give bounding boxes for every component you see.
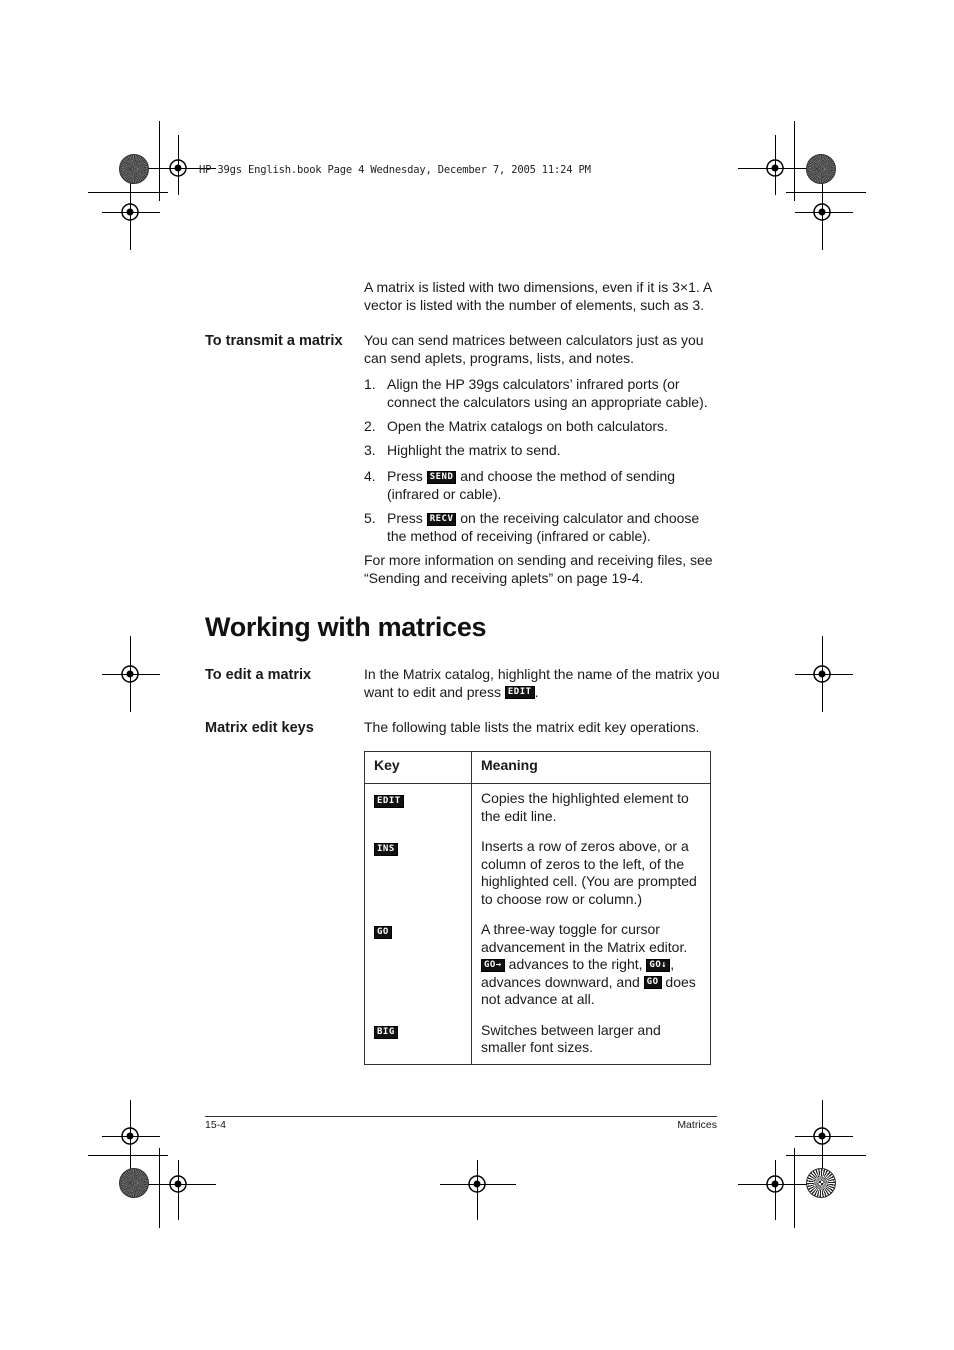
intro-paragraph: A matrix is listed with two dimensions, even if it is 3×1. A vector is listed with the number of elements, such as 3. [364, 279, 712, 313]
step-text: on the receiving calculator and choose the method of receiving (infrared or cable). [387, 510, 700, 544]
print-header-stamp: HP 39gs English.book Page 4 Wednesday, December 7, 2005 11:24 PM [199, 164, 591, 176]
registration-mark-icon [167, 1173, 189, 1195]
table-row [365, 1022, 711, 1065]
step-number: 5. [364, 510, 376, 526]
registration-mark-icon [764, 157, 786, 179]
table-row [365, 784, 711, 839]
step-text: and choose the method of sending (infrared or cable). [387, 468, 676, 502]
meaning-text: A three-way toggle for cursor advancement in the Matrix editor. [481, 921, 688, 955]
page-number: 15-4 [205, 1119, 227, 1131]
edit-keys-table [364, 751, 711, 1065]
chapter-name: Matrices [677, 1119, 717, 1131]
meaning-text: does not advance at all. [481, 973, 696, 1007]
edit-keys-intro: The following table lists the matrix edit key operations. [364, 719, 700, 735]
registration-mark-icon [811, 1125, 833, 1147]
go-key-icon: GO [644, 976, 662, 989]
footer-rule [205, 1116, 717, 1117]
registration-mark-icon [811, 201, 833, 223]
section-title: Working with matrices [205, 612, 487, 642]
big-key-icon: BIG [374, 1026, 398, 1039]
edit-text-end: . [534, 683, 539, 700]
step-text: Open the Matrix catalogs on both calculators. [387, 418, 668, 434]
registration-mark-icon [811, 663, 833, 685]
meaning-text: advances to the right, [508, 956, 643, 972]
edit-paragraph [364, 666, 724, 701]
table-row [365, 921, 711, 1022]
go-down-key-icon: GO↓ [646, 959, 670, 972]
table-row [365, 838, 711, 921]
registration-mark-icon [466, 1173, 488, 1195]
step-number: 4. [364, 468, 376, 484]
send-key-icon: SEND [427, 471, 457, 484]
table-header-row [365, 752, 711, 784]
step-text: Press [387, 510, 423, 526]
step-number: 1. [364, 376, 376, 392]
go-right-key-icon: GO→ [481, 959, 505, 972]
step-number: 3. [364, 442, 376, 458]
registration-mark-icon [119, 663, 141, 685]
meaning-cell: Copies the highlighted element to the edit line. [472, 784, 711, 839]
column-header-key: Key [365, 752, 472, 784]
column-header-meaning: Meaning [472, 752, 711, 784]
edit-key-icon: EDIT [505, 686, 535, 699]
registration-mark-icon [119, 201, 141, 223]
step-text: Press [387, 468, 423, 484]
recv-key-icon: RECV [427, 513, 457, 526]
meaning-cell: Inserts a row of zeros above, or a column of zeros to the left, of the highlighted cell. (You are prompted to choose row or column.) [472, 838, 711, 921]
transmit-heading: To transmit a matrix [205, 333, 343, 349]
ins-key-icon: INS [374, 843, 398, 856]
meaning-cell [472, 921, 711, 1022]
transmit-intro: You can send matrices between calculators just as you can send aplets, programs, lists, and notes. [364, 332, 704, 366]
edit-heading: To edit a matrix [205, 667, 312, 683]
step-text: Highlight the matrix to send. [387, 442, 561, 458]
more-info-paragraph: For more information on sending and receiving files, see “Sending and receiving aplets” on page 19-4. [364, 552, 713, 586]
registration-mark-icon [167, 157, 189, 179]
registration-mark-icon [764, 1173, 786, 1195]
step-number: 2. [364, 418, 376, 434]
edit-text: In the Matrix catalog, highlight the name of the matrix you want to edit and press [364, 666, 720, 700]
meaning-cell: Switches between larger and smaller font sizes. [472, 1022, 711, 1065]
edit-key-icon: EDIT [374, 795, 404, 808]
edit-keys-heading: Matrix edit keys [205, 720, 314, 736]
meaning-text: , advances downward, and [481, 956, 675, 990]
registration-mark-icon [119, 1125, 141, 1147]
step-text: Align the HP 39gs calculators’ infrared ports (or connect the calculators using an appropriate cable). [387, 376, 708, 410]
go-key-icon: GO [374, 926, 392, 939]
